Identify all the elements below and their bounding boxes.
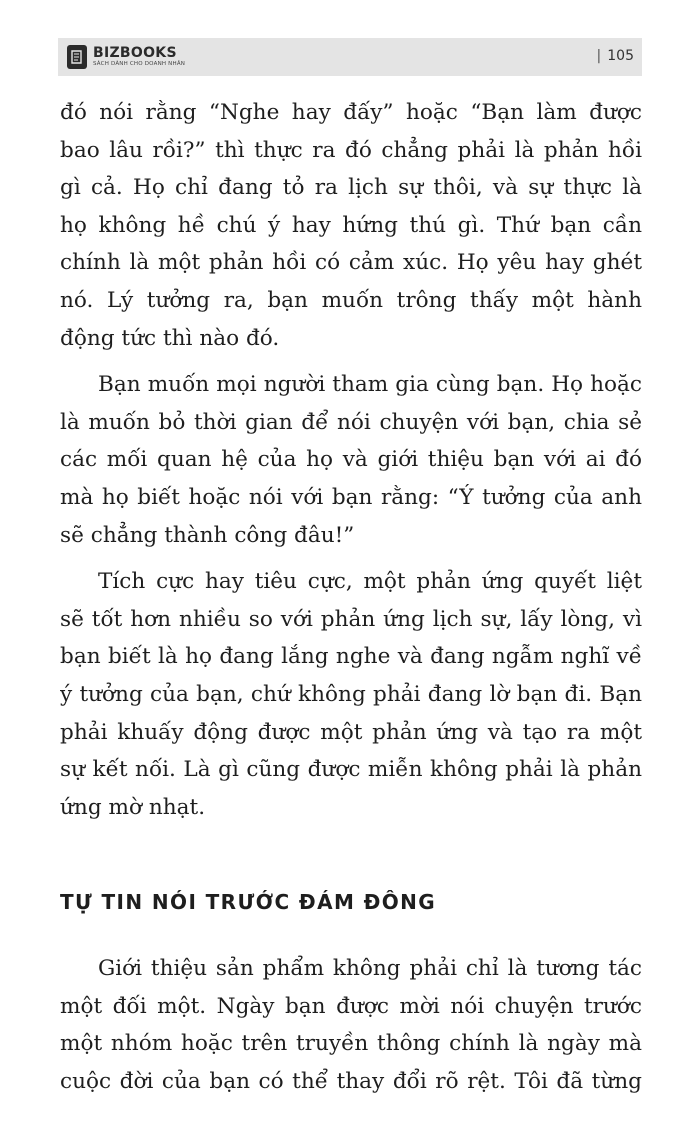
running-header bbox=[58, 38, 642, 76]
text-line: động tức thì nào đó. bbox=[60, 325, 280, 351]
page-number-separator: | bbox=[596, 48, 602, 64]
text-line: Giới thiệu sản phẩm không phải chỉ là tương tác bbox=[98, 956, 642, 981]
paragraph bbox=[60, 94, 642, 357]
body-text bbox=[60, 94, 642, 835]
text-line: một nhóm hoặc trên truyền thông chính là ngày mà bbox=[60, 1031, 642, 1057]
text-line: sẽ chẳng thành công đâu!” bbox=[60, 522, 355, 548]
text-line: gì cả. Họ chỉ đang tỏ ra lịch sự thôi, và sự thực là bbox=[60, 175, 642, 201]
text-line: bao lâu rồi?” thì thực ra đó chẳng phải là phản hồi bbox=[60, 137, 642, 163]
page-number-value: 105 bbox=[607, 48, 634, 64]
text-line: phải khuấy động được một phản ứng và tạo ra một bbox=[60, 719, 642, 745]
page-number bbox=[597, 48, 634, 64]
text-line: ý tưởng của bạn, chứ không phải đang lờ bạn đi. Bạn bbox=[60, 681, 642, 707]
section-body-text bbox=[60, 950, 642, 1100]
text-line: các mối quan hệ của họ và giới thiệu bạn với ai đó bbox=[60, 447, 642, 473]
text-line: đó nói rằng “Nghe hay đấy” hoặc “Bạn làm được bbox=[60, 100, 642, 125]
text-line: cuộc đời của bạn có thể thay đổi rõ rệt. Tôi đã từng bbox=[60, 1068, 642, 1094]
text-line: bạn biết là họ đang lắng nghe và đang ngẫm nghĩ về bbox=[60, 644, 642, 670]
text-line: sẽ tốt hơn nhiều so với phản ứng lịch sự, lấy lòng, vì bbox=[60, 606, 642, 632]
brand-name: BIZBOOKS bbox=[93, 45, 177, 62]
section-heading: TỰ TIN NÓI TRƯỚC ĐÁM ĐÔNG bbox=[60, 890, 437, 914]
publisher-logo bbox=[66, 42, 185, 72]
text-line: là muốn bỏ thời gian để nói chuyện với bạn, chia sẻ bbox=[60, 409, 642, 435]
brand-tagline: SÁCH DÀNH CHO DOANH NHÂN bbox=[93, 61, 186, 68]
text-line: một đối một. Ngày bạn được mời nói chuyện trước bbox=[60, 993, 642, 1019]
text-line: Bạn muốn mọi người tham gia cùng bạn. Họ hoặc bbox=[98, 372, 642, 398]
text-line: sự kết nối. Là gì cũng được miễn không phải là phản bbox=[60, 757, 642, 783]
paragraph bbox=[60, 366, 642, 554]
paragraph bbox=[60, 563, 642, 826]
text-line: họ không hề chú ý hay hứng thú gì. Thứ bạn cần bbox=[60, 212, 642, 238]
text-line: chính là một phản hồi có cảm xúc. Họ yêu hay ghét bbox=[60, 250, 642, 276]
bizbooks-logo-icon bbox=[66, 44, 88, 70]
text-line: mà họ biết hoặc nói với bạn rằng: “Ý tưởng của anh bbox=[60, 484, 642, 510]
text-line: Tích cực hay tiêu cực, một phản ứng quyết liệt bbox=[98, 569, 642, 595]
text-line: nó. Lý tưởng ra, bạn muốn trông thấy một hành bbox=[60, 287, 642, 313]
text-line: ứng mờ nhạt. bbox=[60, 794, 206, 820]
